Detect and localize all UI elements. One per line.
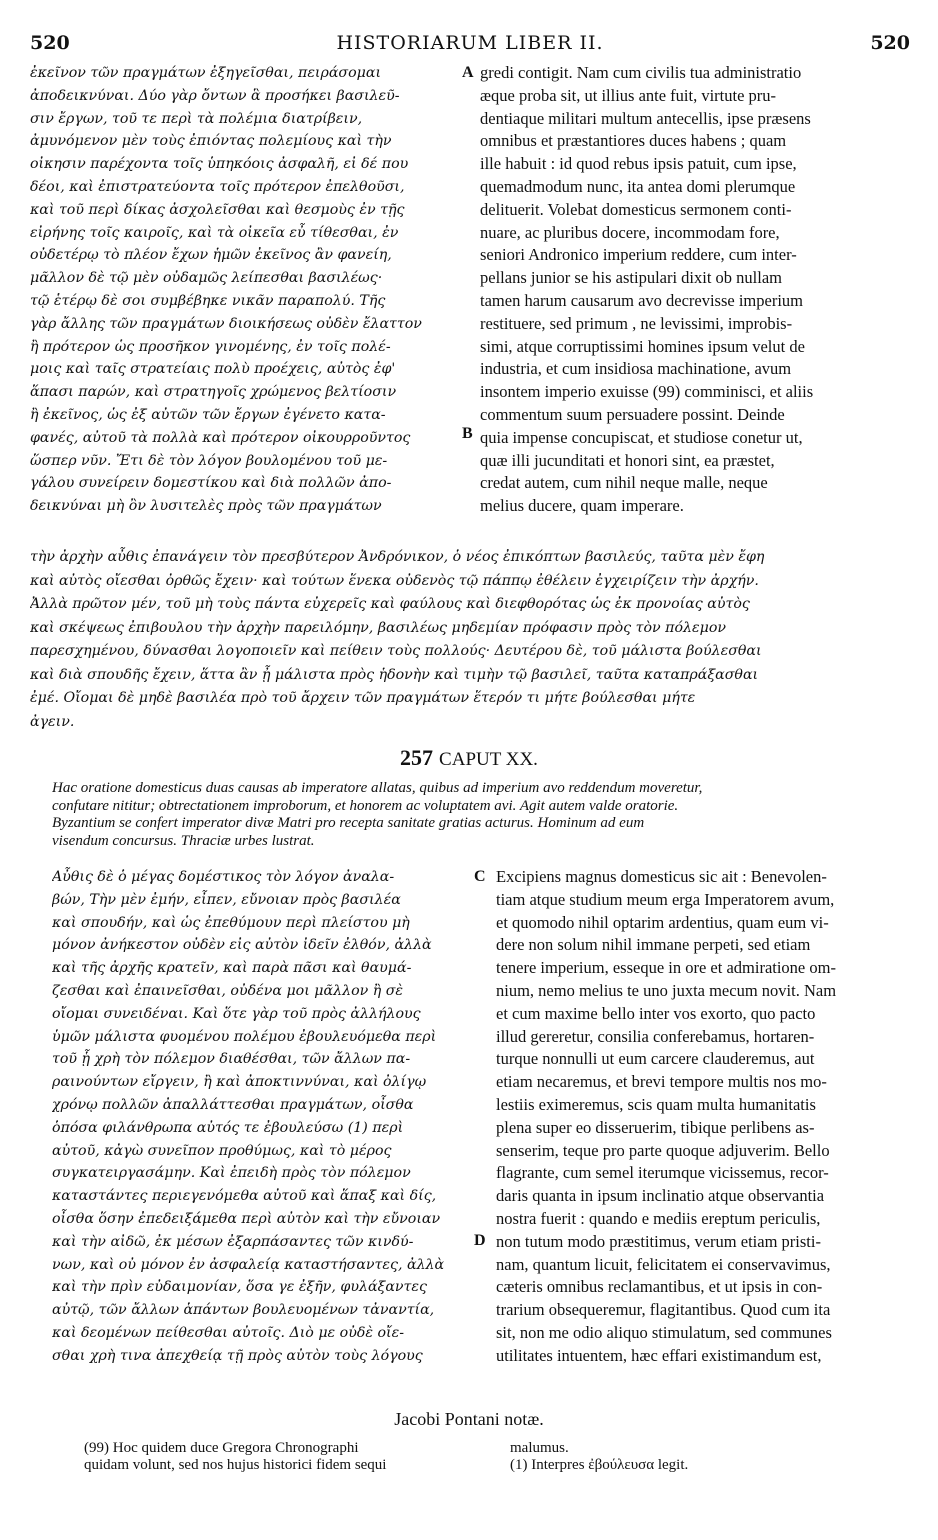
greek-text-line: μᾶλλον δὲ τῷ μὲν οὐδαμῶς λείπεσθαι βασιλέως· bbox=[30, 270, 383, 287]
greek-text-line: καὶ τὴν πρὶν εὐδαιμονίαν, ὅσα γε ἐξῆν, φυλάξαντες bbox=[52, 1279, 427, 1296]
greek-text-line: ἀγειν. bbox=[30, 713, 75, 730]
footnote-right bbox=[510, 1440, 910, 1474]
latin-text-line: Excipiens magnus domesticus sic ait : Benevolen- bbox=[496, 867, 827, 886]
greek-text-line: συγκατειργασάμην. Καὶ ἐπειδὴ πρὸς τὸν πόλεμον bbox=[52, 1165, 411, 1182]
latin-text-line: insontem imperio exuisse (99) comminisci, et aliis bbox=[480, 382, 814, 402]
page-number-right: 520 bbox=[870, 32, 910, 54]
greek-text-line: καταστάντες περιεγενόμεθα αὐτοῦ καὶ ἅπαξ καὶ δίς, bbox=[52, 1188, 437, 1205]
greek-text-line: ἐμέ. Οἴομαι δὲ μηδὲ βασιλέα πρὸ τοῦ ἄρχειν τῶν πραγμάτων ἕτερόν τι μήτε βούλεσθαι μήτε bbox=[30, 690, 696, 706]
greek-text-line: ραινούντων εἴργειν, ἢ καὶ ἀποκτιννύναι, καὶ ὀλίγῳ bbox=[52, 1074, 427, 1091]
chapter-page-number: 257 bbox=[400, 745, 434, 770]
greek-text-line: Ἀλλὰ πρῶτον μέν, τοῦ μὴ τοὺς πάντα εὐχερεῖς καὶ φαύλους καὶ διεφθορότας ὡς ἐκ προνοίας αὐτὸς bbox=[30, 596, 750, 612]
latin-text-line: quæ illi jucunditati et honori sint, ea præstet, bbox=[480, 450, 775, 470]
top-greek-column bbox=[30, 62, 460, 518]
latin-text-line: et cum maxime bello inter vos exorto, quo pacto bbox=[496, 1003, 816, 1023]
greek-text-line: τοῦ ᾗ χρὴ τὸν πόλεμον διαθέσθαι, τῶν ἄλλων πα- bbox=[52, 1051, 411, 1068]
greek-text-line: καὶ τοῦ περὶ δίκας ἀσχολεῖσθαι καὶ θεσμοὺς ἐν τῇς bbox=[30, 201, 405, 218]
greek-text-line: καὶ αὐτὸς οἴεσθαι ὀρθῶς ἔχειν· καὶ τούτων ἕνεκα οὐδενὸς τῷ πάππῳ ἐθέλειν ἐγχειρίζειν τὴν ἀρχήν. bbox=[30, 572, 759, 589]
latin-text-line: turque nonnulli ut eum carcere clauderemus, aut bbox=[496, 1049, 815, 1069]
latin-text-line: dentiaque militari multum antecellis, ipse præsens bbox=[480, 108, 811, 128]
footnote-line: quidam volunt, sed nos hujus historici fidem sequi bbox=[84, 1457, 387, 1473]
greek-text-line: δεικνύναι μὴ ὂν λυσιτελὲς πρὸς τῶν πραγμάτων bbox=[30, 498, 382, 515]
running-head: HISTORIARUM LIBER II. bbox=[336, 32, 604, 54]
greek-text-line: μοις καὶ ταῖς στρατείαις πολὺ προέχεις, αὐτὸς ἐφ' bbox=[30, 361, 396, 378]
greek-text-line: ἐκεῖνον τῶν πραγμάτων ἐξηγεῖσθαι, πειράσομαι bbox=[30, 65, 382, 81]
margin-marker-d: D bbox=[474, 1232, 486, 1249]
greek-text-line: τὴν ἀρχὴν αὖθις ἐπανάγειν τὸν πρεσβύτερον Ἀνδρόνικον, ὁ νέος ἐπικόπτων βασιλεύς, ταῦτα μὲν ἔφη bbox=[30, 549, 765, 565]
greek-text-line: ὑμῶν μάλιστα φυομένου πολέμου ἐβουλευόμεθα περὶ bbox=[52, 1028, 437, 1045]
chapter-title: CAPUT XX. bbox=[439, 749, 538, 770]
chapter-summary bbox=[52, 780, 912, 850]
latin-text-line: lestiis eximeremus, scis quam multa humanitatis bbox=[496, 1094, 816, 1114]
greek-text-line: καὶ σπουδήν, καὶ ὡς ἐπεθύμουν περὶ πλείστου μὴ bbox=[52, 914, 410, 931]
footnote-line: malumus. bbox=[510, 1440, 569, 1456]
greek-text-line: ἢ ἐκεῖνος, ὡς ἐξ αὐτῶν τῶν ἔργων ἐγένετο κατα- bbox=[30, 406, 386, 423]
latin-text-line: illud gereretur, consilia conferebamus, hortaren- bbox=[496, 1026, 815, 1046]
top-latin-column bbox=[480, 62, 910, 518]
latin-text-line: tiam atque studium meum erga Imperatorem avum, bbox=[496, 889, 835, 909]
greek-text-line: τῷ ἑτέρῳ δὲ σοι συμβέβηκε νικᾶν παραπολύ. Τῆς bbox=[30, 292, 386, 309]
latin-text-line: nium, nemo melius te uno juxta mecum novit. Nam bbox=[496, 980, 837, 1000]
latin-text-line: æque proba sit, ut illius ante fuit, virtute pru- bbox=[480, 85, 777, 105]
bottom-greek-column bbox=[52, 866, 472, 1368]
greek-text-line: αὐτοῦ, κἀγὼ συνεῖπον προθύμως, καὶ τὸ μέρος bbox=[52, 1142, 392, 1159]
greek-text-line: φανές, αὐτοῦ τὰ πολλὰ καὶ πρότερον οἰκουρροῦντος bbox=[30, 429, 411, 446]
latin-text-line: sit, non me odio aliquo stimulatum, sed communes bbox=[496, 1322, 832, 1342]
greek-text-line: ἅπασι παρών, καὶ στρατηγοῖς χρώμενος βελτίοσιν bbox=[30, 384, 397, 401]
greek-text-line: σθαι χρὴ τινα ἀπεχθείᾳ τῇ πρὸς αὐτὸν τοὺς λόγους bbox=[52, 1347, 423, 1364]
latin-text-line: restituere, sed primum , ne levissimi, improbis- bbox=[480, 313, 793, 333]
margin-marker-c: C bbox=[474, 868, 486, 885]
latin-text-line: cæteris omnibus reclamantibus, et ut ipsis in con- bbox=[496, 1277, 823, 1297]
greek-text-line: Αὖθις δὲ ὁ μέγας δομέστικος τὸν λόγον ἀναλα- bbox=[52, 869, 395, 885]
greek-text-line: βών, Τὴν μὲν ἐμήν, εἶπεν, εὔνοιαν πρὸς βασιλέα bbox=[52, 891, 401, 908]
latin-text-line: credat autem, cum nihil neque malle, neque bbox=[480, 473, 768, 493]
chapter-heading bbox=[0, 745, 938, 771]
latin-text-line: delituerit. Volebat domesticus sermonem conti- bbox=[480, 199, 792, 219]
greek-text-line: παρεσχημένου, δύνασθαι λογοποιεῖν καὶ πείθειν τοὺς πολλούς· Δευτέρου δὲ, τοῦ μάλιστα βούλεσθαι bbox=[30, 643, 762, 659]
greek-text-line: αὐτῷ, τῶν ἄλλων ἁπάντων βουλευομένων τἀναντία, bbox=[52, 1302, 435, 1319]
latin-text-line: non tutum modo præstitimus, verum etiam pristi- bbox=[496, 1231, 821, 1251]
greek-text-line: καὶ δεομένων πείθεσθαι αὐτοῖς. Διὸ με οὐδὲ οἴε- bbox=[52, 1324, 405, 1341]
page-header bbox=[30, 30, 910, 60]
greek-text-line: ἢ πρότερον ὡς προσῆκον γινομένης, ἐν τοῖς πολέ- bbox=[30, 338, 391, 355]
latin-text-line: gredi contigit. Nam cum civilis tua administratio bbox=[480, 63, 802, 82]
greek-text-line: ὁπόσα φιλάνθρωπα αὐτός τε ἐβουλεύσω (1) περὶ bbox=[52, 1119, 404, 1136]
latin-text-line: nuare, ac pluribus docere, incommodam fore, bbox=[480, 222, 780, 242]
latin-text-line: daris quanta in ipsum inclinatio atque observantia bbox=[496, 1186, 825, 1206]
page-number-left: 520 bbox=[30, 32, 70, 54]
greek-text-line: σιν ἔργων, τοῦ τε περὶ τὰ πολέμια διατρίβειν, bbox=[30, 110, 363, 127]
greek-text-line: χρόνῳ πολλῶν ἀπαλλάττεσθαι πραγμάτων, οἶσθα bbox=[52, 1096, 414, 1113]
latin-text-line: pellans junior se his astipulari dixit ob nullam bbox=[480, 268, 783, 288]
latin-text-line: omnibus et præstantiores duces habens ; quam bbox=[480, 131, 787, 151]
latin-text-line: melius ducere, quam imperare. bbox=[480, 496, 684, 516]
greek-text-line: δέοι, καὶ ἐπιστρατεύοντα τοῖς πρότερον ἐπελθοῦσι, bbox=[30, 178, 405, 195]
latin-text-line: etiam necaremus, et brevi tempore multis nos mo- bbox=[496, 1072, 827, 1092]
latin-text-line: et quomodo nihil optarim ardentius, quam eum vi- bbox=[496, 912, 829, 932]
latin-text-line: seniori Andronico imperium reddere, cum inter- bbox=[480, 245, 797, 265]
margin-marker-a: A bbox=[462, 64, 474, 81]
latin-text-line: nam, quantum licuit, felicitatem ei conservavimus, bbox=[496, 1254, 831, 1274]
latin-text-line: ille habuit : id quod rebus ipsis patuit, cum ipse, bbox=[480, 154, 797, 174]
footnote-line: (99) Hoc quidem duce Gregora Chronographi bbox=[84, 1440, 359, 1456]
summary-line: Hac oratione domesticus duas causas ab imperatore allatas, quibus ad imperium avo reddendum moveretur, bbox=[52, 780, 703, 796]
greek-text-line: νων, καὶ οὐ μόνον ἐν ἀσφαλείᾳ καταστήσαντες, ἀλλὰ bbox=[52, 1256, 445, 1273]
greek-text-line: καὶ διὰ σπουδῆς ἔχειν, ἅττα ἂν ᾖ μάλιστα πρὸς ἡδονὴν καὶ τιμὴν τῷ βασιλεῖ, ταῦτα καταπράξασθαι bbox=[30, 666, 759, 683]
latin-text-line: quemadmodum nunc, ita antea domi plerumque bbox=[480, 176, 796, 196]
greek-text-line: καὶ τῆς ἀρχῆς κρατεῖν, καὶ παρὰ πᾶσι καὶ θαυμά- bbox=[52, 960, 412, 977]
latin-text-line: tenere imperium, esseque in ore et admiratione om- bbox=[496, 958, 836, 978]
greek-text-line: ζεσθαι καὶ ἐπαινεῖσθαι, οὐδένα μοι μᾶλλον ἢ σὲ bbox=[52, 982, 404, 999]
greek-text-line: οἴομαι συνειδέναι. Καὶ ὅτε γὰρ τοῦ πρὸς ἀλλήλους bbox=[52, 1005, 421, 1022]
latin-text-line: trarium obsequeremur, flagitantibus. Quod cum ita bbox=[496, 1300, 831, 1320]
latin-text-line: quia impense concupiscat, et studiose conetur ut, bbox=[480, 427, 803, 447]
latin-text-line: utilitates intuentem, hæc effari existimandum est, bbox=[496, 1345, 822, 1365]
footnote-left bbox=[84, 1440, 504, 1474]
greek-text-line: καὶ σκέψεως ἐπιβουλου τὴν ἀρχὴν παρειλόμην, βασιλέως μηδεμίαν πρόφασιν πρὸς τὸν πόλεμον bbox=[30, 619, 726, 636]
latin-text-line: flagrante, cum semel iterumque vicissemus, recor- bbox=[496, 1163, 829, 1183]
greek-text-line: ὥσπερ νῦν. Ἔτι δὲ τὸν λόγον βουλομένου τοῦ με- bbox=[30, 452, 388, 469]
greek-text-line: γάλου συνείρειν δομεστίκου καὶ διὰ πολλῶν ἀπο- bbox=[30, 475, 392, 492]
latin-text-line: industria, et cum insidiosa machinatione, avum bbox=[480, 359, 792, 379]
greek-text-line: εἰρήνης τοῖς καιροῖς, καὶ τὰ οἰκεῖα εὖ τίθεσθαι, ἐν bbox=[30, 224, 399, 241]
summary-line: Byzantium se confert imperator divæ Matri pro recepta sanitate gratias acturus. Hominum ad eum bbox=[52, 815, 645, 831]
greek-text-line: μόνον ἀνήκεστον οὐδὲν εἰς αὐτὸν ἰδεῖν ἐλθόν, ἀλλὰ bbox=[52, 937, 432, 954]
latin-text-line: simi, atque corruptissimi homines ipsum velut de bbox=[480, 336, 805, 356]
footnote-line: (1) Interpres ἐβούλευσα legit. bbox=[510, 1457, 689, 1473]
bottom-latin-column bbox=[496, 866, 910, 1368]
greek-text-line: ἀποδεικνύναι. Δύο γὰρ ὄντων ἃ προσήκει βασιλεῦ- bbox=[30, 87, 400, 104]
margin-marker-b: B bbox=[462, 425, 473, 442]
greek-text-line: καὶ τὴν αἰδῶ, ἐκ μέσων ἐξαρπάσαντες τῶν κινδύ- bbox=[52, 1233, 414, 1250]
latin-text-line: tamen harum causarum avo decrevisse imperium bbox=[480, 290, 804, 310]
summary-line: confutare nititur; obtrectationem improborum, et honorem ac voluptatem avi. Agit autem valde oratorie. bbox=[52, 797, 679, 814]
greek-text-line: οἰκησιν παρέχοντα τοῖς ὑπηκόοις ἀσφαλῆ, εἰ δέ που bbox=[30, 156, 409, 173]
full-width-greek-text bbox=[30, 546, 910, 734]
notes-title: Jacobi Pontani notæ. bbox=[394, 1409, 544, 1429]
greek-text-line: γὰρ ἄλλης τῶν πραγμάτων διοικήσεως οὐδὲν ἔλαττον bbox=[30, 315, 422, 332]
greek-text-line: οὐδετέρῳ τὸ πλέον ἔχων ἡμῶν ἐκεῖνος ἂν φανείη, bbox=[30, 247, 392, 264]
latin-text-line: nostra fuerit : quando e mediis ereptum periculis, bbox=[496, 1208, 821, 1228]
summary-line: visendum concursus. Thraciæ urbes lustrat. bbox=[52, 832, 315, 849]
greek-text-line: ἀμυνόμενον μὲν τοὺς ἐπιόντας πολεμίους καὶ τὴν bbox=[30, 133, 392, 150]
latin-text-line: dere non solum nihil immane perpeti, sed etiam bbox=[496, 935, 811, 955]
greek-text-line: οἶσθα ὅσην ἐπεδειξάμεθα περὶ αὐτὸν καὶ τὴν εὔνοιαν bbox=[52, 1210, 441, 1227]
latin-text-line: commentum suum persuadere possint. Deinde bbox=[480, 404, 785, 424]
latin-text-line: senserim, teque pro parte quoque adjuverim. Bello bbox=[496, 1140, 830, 1160]
latin-text-line: plena super eo disseruerim, tibique perlibens as- bbox=[496, 1117, 815, 1137]
